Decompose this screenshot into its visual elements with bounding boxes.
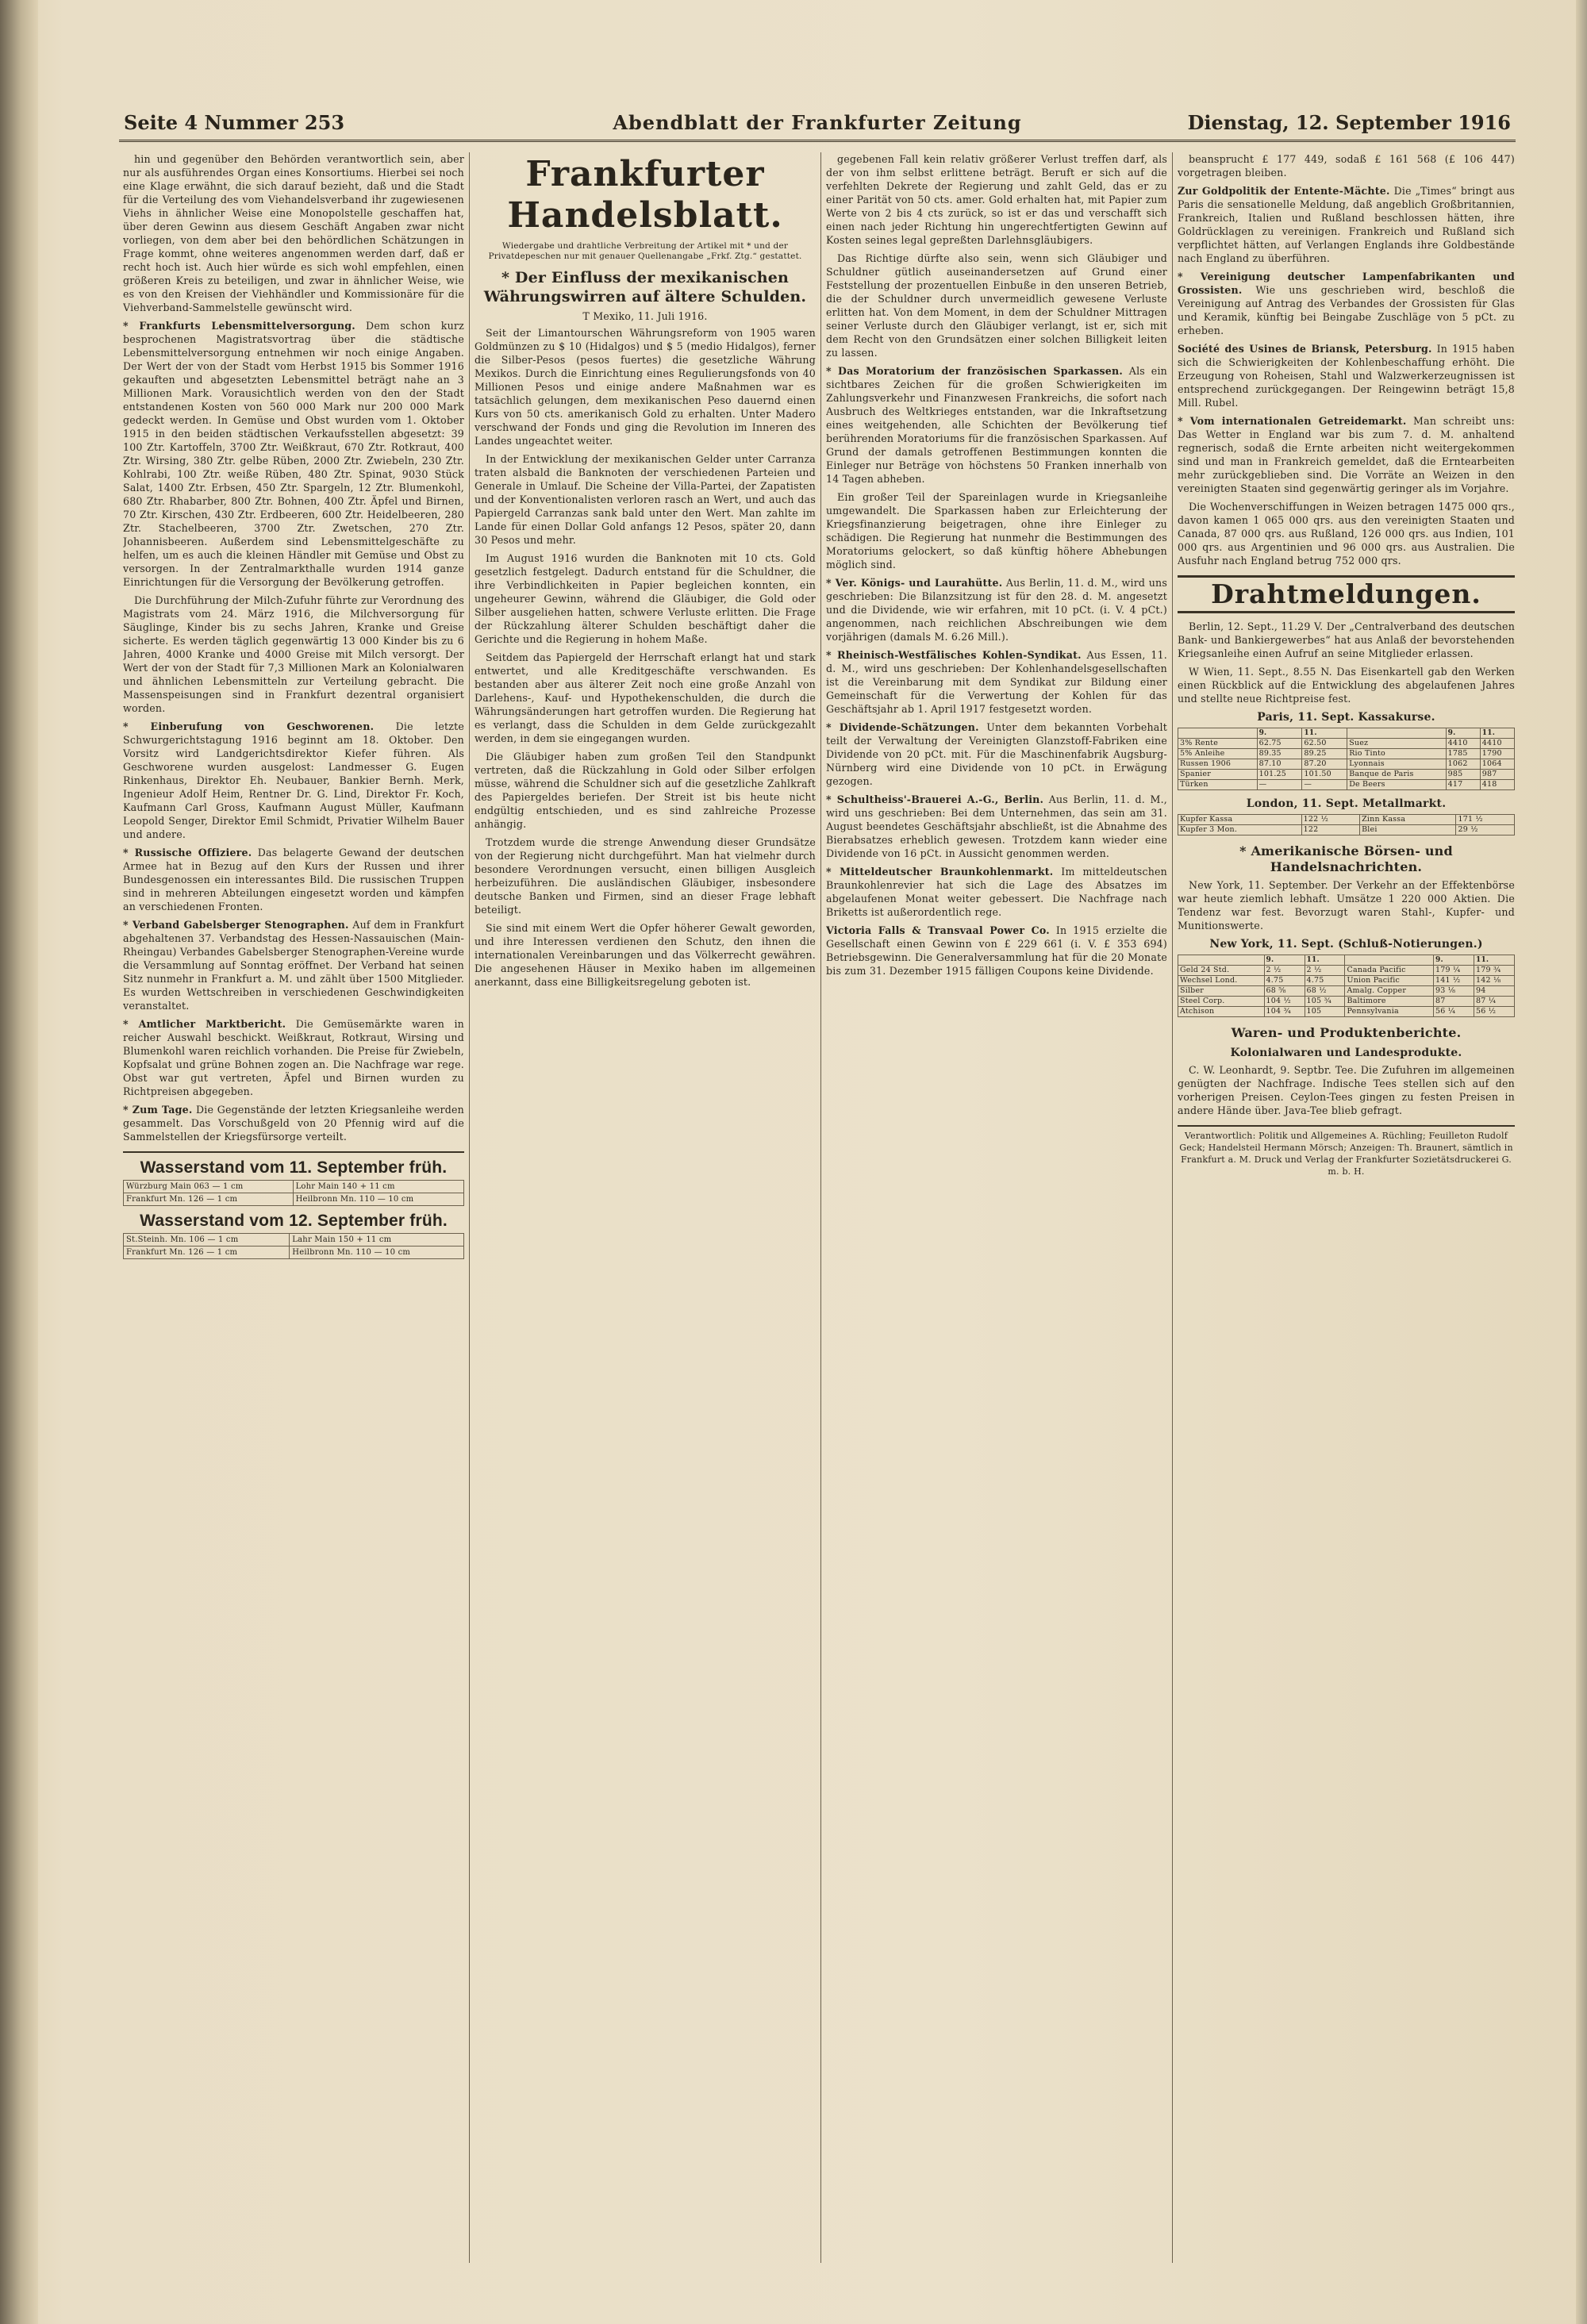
table-cell: 4.75 <box>1305 976 1345 986</box>
table-header: 9. <box>1264 955 1305 966</box>
table-cell: 56 ¼ <box>1434 1007 1474 1017</box>
news-item-headline: * Russische Offiziere. <box>123 847 252 859</box>
table-cell: 87.20 <box>1302 759 1347 770</box>
news-item-body: Man schreibt uns: Das Wetter in England war bis zum 7. d. M. anhaltend regnerisch, sodaß die Ernte arbeiten nicht weitergekommen sind und man in Frankreich gemeldet, daß die Erntearbeiten mehr zurückgeblieben sind. Die Vorräte an Weizen in den vereinigten Staaten sind gegenwärtig geringer als im Vorjahre. <box>1178 415 1515 494</box>
table-cell: — <box>1302 780 1347 790</box>
article-text: In der Entwicklung der mexikanischen Gelder unter Carranza traten alsbald die Banknoten der verschiedenen Parteien und Generale in Umlauf. Die Scheine der Villa-Partei, der Zapatisten und der Konventionalisten verloren rasch an Wert, und auch das Papiergeld Carranzas sank bald unter den Wert. Man zahlte im Lande für einen Dollar Gold anfangs 12 Pesos, später 20, dann 30 Pesos und mehr. <box>475 453 816 546</box>
page-number: Seite 4 Nummer 253 <box>124 111 345 134</box>
article-text: Das Richtige dürfte also sein, wenn sich Gläubiger und Schuldner gütlich auseinandersetzen auf Grund einer Feststellung der prozentuellen Einbuße in den unseren Betrieb, die der Schuldner durch unvermeidlich gewesene Verluste erlitten hat. Von dem Moment, in dem der Schuldner Mittragen seiner Verluste durch den Gläubiger verlangt, ist er, sich mit dem Recht von den Grundsätzen einer solchen Billigkeit leiten zu lassen. <box>826 252 1167 359</box>
news-item-headline: * Einberufung von Geschworenen. <box>123 720 375 732</box>
table-cell: 179 ¾ <box>1474 966 1515 976</box>
news-item-headline: * Vom internationalen Getreidemarkt. <box>1178 415 1407 427</box>
table-cell: 987 <box>1480 770 1514 780</box>
table-cell: 4.75 <box>1264 976 1305 986</box>
news-item-body: Das belagerte Gewand der deutschen Armee hat in Bezug auf den Kurs der Russen und ihrer Bundesgenossen ein interessantes Bild. Die russischen Truppen sind in mehreren Abteilungen eingesetzt worden und kämpfen an verschiedenen Fronten. <box>123 847 464 912</box>
news-item <box>123 720 464 841</box>
article-text: gegebenen Fall kein relativ größerer Verlust treffen darf, als der von ihm selbst erlittene beträgt. Beruft er sich auf die verfehlten Dekrete der Regierung und zahlt Geld, das er zu einer Parität von 50 cts. amer. Gold erhalten hat, mit Papier zum Werte von 2 bis 4 cts zurück, so ist er das und verschafft sich einen nach jeder Richtung hin ungerechtfertigten Gewinn auf Kosten seines legal gepreßten Darlehnsgläubigers. <box>826 153 1167 246</box>
table-cell: 141 ½ <box>1434 976 1474 986</box>
table-cell: 87 ¼ <box>1474 997 1515 1007</box>
table-cell: 62.50 <box>1302 739 1347 749</box>
water-level-cell: Lohr Main 140 + 11 cm <box>293 1181 463 1193</box>
table-cell: 1790 <box>1480 749 1514 759</box>
table-row <box>1178 815 1515 825</box>
article-dateline: T Mexiko, 11. Juli 1916. <box>582 310 708 322</box>
telegrams-heading: Drahtmeldungen. <box>1178 575 1515 613</box>
table-cell: 1064 <box>1480 759 1514 770</box>
news-item <box>826 364 1167 486</box>
water-level-cell: Heilbronn Mn. 110 — 10 cm <box>290 1247 464 1259</box>
news-item-body: Aus Berlin, 11. d. M., wird uns geschrieben: Bei dem Unternehmen, das sein am 31. August beendetes Geschäftsjahr abschließt, ist die Abnahme des Bierabsatzes erheblich gewesen. Trotzdem kann wieder eine Dividende von 16 pCt. in Aussicht genommen werden. <box>826 793 1167 859</box>
news-item-headline: * Mitteldeutscher Braunkohlenmarkt. <box>826 866 1054 878</box>
table-cell: Pennsylvania <box>1345 1007 1434 1017</box>
table-cell: Baltimore <box>1345 997 1434 1007</box>
table-row <box>1178 1007 1515 1017</box>
news-item-headline: * Frankfurts Lebensmittelversorgung. <box>123 320 355 332</box>
news-item-body: Unter dem bekannten Vorbehalt teilt der Verwaltung der Vereinigten Glanzstoff-Fabriken eine Dividende von 20 pCt. mit. Für die Maschinenfabrik Augsburg-Nürnberg wird eine Dividende von 10 pCt. in Erwägung gezogen. <box>826 721 1167 787</box>
news-item-headline: * Amtlicher Marktbericht. <box>123 1018 286 1030</box>
news-item-body: Als ein sichtbares Zeichen für die großen Schwierigkeiten im Zahlungsverkehr und Finanzwesen Frankreichs, die sofort nach Ausbruch des Weltkrieges entstanden, war die Inkraftsetzung eines weitgehenden, alle Schichten der Bevölkerung tief berührenden Moratoriums für die französischen Sparkassen. Auf Grund der damals getroffenen Bestimmungen konnten die Einleger nur Beträge von höchstens 50 Franken innerhalb von 14 Tagen abheben. <box>826 365 1167 485</box>
news-item-body: Im mitteldeutschen Braunkohlenrevier hat sich die Lage des Absatzes im abgelaufenen Monat weiter gebessert. Die Nachfrage nach Briketts ist außerordentlich rege. <box>826 866 1167 918</box>
section-masthead: Frankfurter Handelsblatt. <box>507 154 783 236</box>
news-item <box>1178 342 1515 409</box>
news-item-headline: * Dividende-Schätzungen. <box>826 721 979 733</box>
table-cell: Canada Pacific <box>1345 966 1434 976</box>
column-4 <box>1178 152 1515 2279</box>
news-item-body: Die Gegenstände der letzten Kriegsanleihe werden gesammelt. Das Vorschußgeld von 20 Pfennig wird auf die Sammelstellen der Kriegsfürsorge verteilt. <box>123 1104 464 1143</box>
column-rule <box>469 152 470 2263</box>
water-level-title: Wasserstand vom 12. September früh. <box>140 1212 448 1230</box>
table-cell: Geld 24 Std. <box>1178 966 1265 976</box>
table-cell: 89.25 <box>1302 749 1347 759</box>
news-item-body: Auf dem in Frankfurt abgehaltenen 37. Verbandstag des Hessen-Nassauischen (Main-Rheingau) Verbandes Gabelsberger Stenographen-Vereine wurde die Versammlung auf Sonntag eröffnet. Der Verband hat seinen Sitz nunmehr in Frankfurt a. M. und zählt über 1500 Mitglieder. Es wurden Wettschreiben in verschiedenen Geschwindigkeiten veranstaltet. <box>123 919 464 1012</box>
table-cell: Kupfer Kassa <box>1178 815 1302 825</box>
table-cell: Suez <box>1347 739 1446 749</box>
table-row <box>1178 825 1515 835</box>
news-item-body: Aus Essen, 11. d. M., wird uns geschrieben: Der Kohlenhandelsgesellschaften ist die Vereinbarung mit dem Syndikat zur Bildung einer Gemeinschaft für die Verwertung der Kohlen für das Geschäftsjahr ab 1. April 1917 festgesetzt worden. <box>826 649 1167 715</box>
table-row <box>1178 986 1515 997</box>
news-item-headline: * Das Moratorium der französischen Sparkassen. <box>826 365 1123 377</box>
news-item-headline: * Vereinigung deutscher Lampenfabrikanten und Grossisten. <box>1178 271 1515 296</box>
table-header <box>1178 955 1265 966</box>
news-item-body: In 1915 erzielte die Gesellschaft einen Gewinn von £ 229 661 (i. V. £ 353 694) Betriebsgewinn. Die Generalversammlung hat für die 20 Monate bis zum 31. Dezember 1915 fälligen Coupons keine Dividende. <box>826 924 1167 977</box>
table-header: 9. <box>1257 728 1302 739</box>
table-cell: 2 ½ <box>1305 966 1345 976</box>
table-header: 9. <box>1434 955 1474 966</box>
news-item-body: Die Gemüsemärkte waren in reicher Auswahl beschickt. Weißkraut, Rotkraut, Wirsing und Blumenkohl waren reichlich vorhanden. Die Preise für Zwiebeln, Kopfsalat und grüne Bohnen zogen an. Die Nachfrage war rege. Obst war gut vertreten, Äpfel und Birnen wurden zu Richtpreisen abgegeben. <box>123 1018 464 1097</box>
news-item-headline: * Rheinisch-Westfälisches Kohlen-Syndikat. <box>826 649 1082 661</box>
table-row <box>1178 966 1515 976</box>
news-item-body: Aus Berlin, 11. d. M., wird uns geschrieben: Die Bilanzsitzung ist für den 28. d. M. angesetzt und die Dividende, wie wir erfahren, mit 10 pCt. (i. V. 4 pCt.) angenommen, nach reichlichen Abschreibungen wie dem vorjährigen (damals M. 6.26 Mill.). <box>826 577 1167 643</box>
water-level-title: Wasserstand vom 11. September früh. <box>140 1158 448 1177</box>
article-text: New York, 11. September. Der Verkehr an der Effektenbörse war heute ziemlich lebhaft. Umsätze 1 220 000 Aktien. Die Tendenz war fest. Bevorzugt waren Stahl-, Kupfer- und Munitionswerte. <box>1178 879 1515 932</box>
news-item-headline: * Zum Tage. <box>123 1104 193 1116</box>
news-item-headline: Zur Goldpolitik der Entente-Mächte. <box>1178 185 1390 197</box>
table-header: 9. <box>1446 728 1480 739</box>
table-cell: Atchison <box>1178 1007 1265 1017</box>
new-york-heading: New York, 11. Sept. (Schluß-Notierungen.) <box>1209 938 1483 951</box>
table-cell: 89.35 <box>1257 749 1302 759</box>
news-item-body: Die letzte Schwurgerichtstagung 1916 beginnt am 18. Oktober. Den Vorsitz wird Landgerichtsdirektor Kiefer führen. Als Geschworene wurden ausgelost: Landmesser G. Eugen Rinkenhaus, Direktor Eh. Neubauer, Bankier Bernh. Merk, Ingenieur Adolf Heim, Rentner Dr. G. Lind, Direktor Fr. Koch, Kaufmann Carl Gross, Kaufmann August Müller, Kaufmann Leopold Senger, Direktor Emil Schmidt, Privatier Wilhelm Bauer und andere. <box>123 720 464 840</box>
article-text: C. W. Leonhardt, 9. Septbr. Tee. Die Zufuhren im allgemeinen genügten der Nachfrage. Indische Tees stellen sich auf den vorherigen Preisen. Ceylon-Tees gingen zu festen Preisen in andere Hände über. Java-Tee blieb gefragt. <box>1178 1064 1515 1116</box>
publisher-imprint: Verantwortlich: Politik und Allgemeines A. Rüchling; Feuilleton Rudolf Geck; Handelsteil Hermann Mörsch; Anzeigen: Th. Braunert, sämtlich in Frankfurt a. M. Druck und Verlag der Frankfurter Sozietätsdruckerei G. m. b. H. <box>1178 1125 1515 1177</box>
table-cell: 3% Rente <box>1178 739 1258 749</box>
water-level-box <box>123 1151 464 1259</box>
table-cell: Silber <box>1178 986 1265 997</box>
newspaper-title: Abendblatt der Frankfurter Zeitung <box>613 111 1022 134</box>
london-metal-heading: London, 11. Sept. Metallmarkt. <box>1246 797 1447 810</box>
table-cell: 104 ¾ <box>1264 1007 1305 1017</box>
column-rule <box>1172 152 1173 2263</box>
news-item <box>826 793 1167 860</box>
news-item <box>123 1103 464 1143</box>
table-cell: Kupfer 3 Mon. <box>1178 825 1302 835</box>
article-text: Seit der Limantourschen Währungsreform von 1905 waren Goldmünzen zu $ 10 (Hidalgos) und $ 5 (medio Hidalgos), ferner die Silber-Pesos (pesos fuertes) die gesetzliche Währung Mexikos. Durch die Einrichtung eines Regulierungsfonds von 40 Millionen Pesos und einige andere Maßnahmen war es tatsächlich gelungen, dem mexikanischen Peso dauernd einen Kurs von 50 cts. amerikanisch Gold zu erhalten. Unter Madero verschwand der Fonds und ging die Revolution im Inneren des Landes ungeachtet weiter. <box>475 327 816 447</box>
article-text: Die Wochenverschiffungen in Weizen betragen 1475 000 qrs., davon kamen 1 065 000 qrs. aus den vereinigten Staaten und Canada, 87 000 qrs. aus Rußland, 126 000 qrs. aus Indien, 101 000 qrs. aus Argentinien und 96 000 qrs. aus Australien. Die Ausfuhr nach England betrug 752 000 qrs. <box>1178 501 1515 567</box>
table-header: 11. <box>1302 728 1347 739</box>
column-3 <box>826 152 1167 2279</box>
water-level-cell: St.Steinh. Mn. 106 — 1 cm <box>124 1234 290 1247</box>
article-text: Im August 1916 wurden die Banknoten mit 10 cts. Gold gesetzlich festgelegt. Dadurch entstand für die Schuldner, die ihre Verbindlichkeiten in Papier begleichen konnten, ein ungeheurer Gewinn, während die Gläubiger, die Gold oder Silber ausgeliehen hatten, schwere Verluste erlitten. Die Frage der Rückzahlung älterer Schulden beschäftigt daher die Gerichte und die Regierung in hohem Maße. <box>475 552 816 645</box>
news-item <box>826 648 1167 716</box>
article-text: Sie sind mit einem Wert die Opfer höherer Gewalt geworden, und ihre Interessen verdienen den Schutz, den ihnen die internationalen Vereinbarungen und das Völkerrecht gewähren. Die angesehenen Häuser in Mexiko haben im allgemeinen anerkannt, dass eine Billigkeitsregelung geboten ist. <box>475 922 816 988</box>
article-text: Die Gläubiger haben zum großen Teil den Standpunkt vertreten, daß die Rückzahlung in Gold oder Silber erfolgen müsse, während die Schuldner sich auf die gesetzliche Zahlkraft des Papiergeldes beriefen. Der Streit ist bis heute nicht endgültig entschieden, und es sind zahlreiche Prozesse anhängig. <box>475 751 816 830</box>
news-item-body: Wie uns geschrieben wird, beschloß die Vereinigung auf Antrag des Verbandes der Grossisten für Glas und Keramik, künftig bei Beingabe Zuschläge von 5 pCt. zu erheben. <box>1178 284 1515 336</box>
news-item-headline: * Ver. Königs- und Laurahütte. <box>826 577 1003 589</box>
table-cell: 171 ½ <box>1456 815 1515 825</box>
column-2 <box>475 152 816 2279</box>
table-cell: Rio Tinto <box>1347 749 1446 759</box>
column-rule <box>820 152 821 2263</box>
table-cell: Lyonnais <box>1347 759 1446 770</box>
american-news-heading: * Amerikanische Börsen- und Handelsnachrichten. <box>1239 843 1453 874</box>
table-cell: 2 ½ <box>1264 966 1305 976</box>
table-row <box>1178 739 1515 749</box>
news-item-headline: Victoria Falls & Transvaal Power Co. <box>826 924 1050 936</box>
new-york-table <box>1178 955 1515 1017</box>
table-cell: 142 ⅛ <box>1474 976 1515 986</box>
table-cell: Blei <box>1360 825 1456 835</box>
london-metal-table <box>1178 814 1515 835</box>
news-item <box>826 576 1167 643</box>
table-cell: 4410 <box>1480 739 1514 749</box>
news-item-headline: * Schultheiss'-Brauerei A.-G., Berlin. <box>826 793 1044 805</box>
table-cell: Wechsel Lond. <box>1178 976 1265 986</box>
article-text: Seitdem das Papiergeld der Herrschaft erlangt hat und stark entwertet, und alle Kreditgeschäfte verschwanden. Es bestanden aber aus älterer Zeit noch eine große Anzahl von Darlehens-, Kauf- und Hypothekenschulden, die durch die Währungsänderungen hart getroffen wurden. Die Regierung hat es verlangt, dass die Schulden in dem Gelde zurückgezahlt werden, in dem sie eingegangen wurden. <box>475 651 816 744</box>
water-level-cell: Lahr Main 150 + 11 cm <box>290 1234 464 1247</box>
colonial-goods-heading: Kolonialwaren und Landesprodukte. <box>1230 1047 1462 1059</box>
news-item <box>1178 270 1515 337</box>
reprint-notice: Wiedergabe und drahtliche Verbreitung der Artikel mit * und der Privatdepeschen nur mit genauer Quellenangabe „Frkf. Ztg.“ gestattet. <box>488 241 802 261</box>
table-cell: Union Pacific <box>1345 976 1434 986</box>
commodity-reports-heading: Waren- und Produktenberichte. <box>1231 1025 1462 1040</box>
table-row <box>1178 976 1515 986</box>
table-header: 11. <box>1474 955 1515 966</box>
news-item <box>1178 414 1515 495</box>
table-header: 11. <box>1480 728 1514 739</box>
table-cell: Banque de Paris <box>1347 770 1446 780</box>
table-cell: 101.50 <box>1302 770 1347 780</box>
article-headline: * Der Einfluss der mexikanischen Währungswirren auf ältere Schulden. <box>483 269 807 305</box>
table-cell: 4410 <box>1446 739 1480 749</box>
table-cell: 985 <box>1446 770 1480 780</box>
article-text: hin und gegenüber den Behörden verantwortlich sein, aber nur als ausführendes Organ eines Konsortiums. Hierbei sei noch eine Klage erwähnt, die sich darauf bezieht, daß und die Stadt für die Verteilung des vom Viehandelsverband ihr zugewiesenen Viehs in ähnlicher Weise eine Monopolstelle geschaffen hat, über deren Gewinn aus diesem Geschäft Angaben zwar nicht vorliegen, von dem aber bei den behördlichen Schätzungen in Frage kommt, ohne weiteres angenommen werden darf, daß er recht hoch ist. Auch hier würde es sich wohl empfehlen, einen größeren Kreis zu beteiligen, und zwar in ähnlicher Weise, wie es von den Kreisen der Viehhändler und Kommissionäre für die Viehverband-Sammelstelle gewünscht wird. <box>123 153 464 313</box>
news-item <box>123 319 464 589</box>
water-level-cell: Frankfurt Mn. 126 — 1 cm <box>124 1193 294 1206</box>
table-cell: 418 <box>1480 780 1514 790</box>
page-edge <box>1576 0 1587 2324</box>
article-text: Die Durchführung der Milch-Zufuhr führte zur Verordnung des Magistrats vom 24. März 1916, die Milchversorgung für Säuglinge, Kinder bis zu sechs Jahren, Kranke und Greise sicherte. Es werden täglich gegenwärtig 13 000 Kinder bis zu 6 Jahren, 4000 Kranke und 4000 Greise mit Milch versorgt. Der Wert der von der Stadt für 7,3 Millionen Mark an Kolonialwaren und ähnlichen Lebensmitteln zur Verteilung gebracht. Die Massenspeisungen sind in Frankfurt dezentral organisiert worden. <box>123 594 464 714</box>
page-header <box>119 111 1516 142</box>
telegram-item: W Wien, 11. Sept., 8.55 N. Das Eisenkartell gab den Werken einen Rückblick auf die Entwicklung des abgelaufenen Jahres und stellte neue Richtpreise fest. <box>1178 666 1515 705</box>
table-cell: 1062 <box>1446 759 1480 770</box>
table-header: 11. <box>1305 955 1345 966</box>
news-item <box>826 720 1167 788</box>
table-cell: 94 <box>1474 986 1515 997</box>
news-item-body: Die „Times“ bringt aus Paris die sensationelle Meldung, daß angeblich Großbritannien, Frankreich, Italien und Rußland beschlossen hätten, ihre Goldrücklagen zu vereinigen. Frankreich und Rußland sich verpflichtet hätten, auf Verlangen Englands ihre Goldbestände nach England zu überführen. <box>1178 185 1515 264</box>
news-item-headline: Société des Usines de Briansk, Petersburg. <box>1178 343 1432 355</box>
table-cell: 1785 <box>1446 749 1480 759</box>
telegram-item: Berlin, 12. Sept., 11.29 V. Der „Centralverband des deutschen Bank- und Bankiergewerbes“ hat aus Anlaß der bevorstehenden Kriegsanleihe einen Aufruf an seine Mitglieder erlassen. <box>1178 620 1515 659</box>
water-level-table <box>123 1180 464 1206</box>
table-row <box>1178 780 1515 790</box>
table-cell: Russen 1906 <box>1178 759 1258 770</box>
news-item <box>123 846 464 913</box>
table-header <box>1345 955 1434 966</box>
article-text: beansprucht £ 177 449, sodaß £ 161 568 (£ 106 447) vorgetragen bleiben. <box>1178 153 1515 179</box>
table-row <box>1178 770 1515 780</box>
water-level-cell: Würzburg Main 063 — 1 cm <box>124 1181 294 1193</box>
table-cell: 87.10 <box>1257 759 1302 770</box>
table-cell: 104 ½ <box>1264 997 1305 1007</box>
news-item <box>826 865 1167 919</box>
column-1 <box>123 152 464 2279</box>
table-cell: 122 ½ <box>1301 815 1359 825</box>
paris-exchange-heading: Paris, 11. Sept. Kassakurse. <box>1257 711 1435 724</box>
water-level-cell: Frankfurt Mn. 126 — 1 cm <box>124 1247 290 1259</box>
table-cell: — <box>1257 780 1302 790</box>
table-cell: Zinn Kassa <box>1360 815 1456 825</box>
table-cell: De Beers <box>1347 780 1446 790</box>
table-header <box>1347 728 1446 739</box>
news-item-headline: * Verband Gabelsberger Stenographen. <box>123 919 349 931</box>
table-cell: 417 <box>1446 780 1480 790</box>
news-item <box>123 918 464 1012</box>
water-level-table <box>123 1233 464 1259</box>
table-cell: 93 ⅛ <box>1434 986 1474 997</box>
table-cell: Steel Corp. <box>1178 997 1265 1007</box>
news-item-body: In 1915 haben sich die Schwierigkeiten der Kohlenbeschaffung erhöht. Die Erzeugung von Roheisen, Stahl und Walzwerkerzeugnissen ist entsprechend zurückgegangen. Der Reingewinn beträgt 15,8 Mill. Rubel. <box>1178 343 1515 409</box>
article-text: Trotzdem wurde die strenge Anwendung dieser Grundsätze von der Regierung nicht durchgeführt. Man hat vielmehr durch besondere Verordnungen versucht, einen billigen Ausgleich herbeizuführen. Die ausländischen Gläubiger, insbesondere deutsche Banken und Firmen, sind an dieser Frage lebhaft beteiligt. <box>475 836 816 916</box>
article-text: Ein großer Teil der Spareinlagen wurde in Kriegsanleihe umgewandelt. Die Sparkassen haben zur Erleichterung der Kriegsfinanzierung beigetragen, ohne ihre Einleger zu schädigen. Die Regierung hat nunmehr die Bestimmungen des Moratoriums gelockert, so daß künftig höhere Abhebungen möglich sind. <box>826 491 1167 570</box>
binding-spine <box>0 0 38 2324</box>
table-row <box>1178 759 1515 770</box>
paris-exchange-table <box>1178 728 1515 790</box>
table-cell: 105 ¾ <box>1305 997 1345 1007</box>
table-cell: 101.25 <box>1257 770 1302 780</box>
table-row <box>1178 749 1515 759</box>
news-item <box>123 1017 464 1098</box>
table-cell: 68 ½ <box>1305 986 1345 997</box>
table-cell: Amalg. Copper <box>1345 986 1434 997</box>
table-header <box>1178 728 1258 739</box>
table-cell: 29 ½ <box>1456 825 1515 835</box>
table-cell: Spanier <box>1178 770 1258 780</box>
news-item <box>826 924 1167 978</box>
table-cell: 105 <box>1305 1007 1345 1017</box>
table-cell: 179 ¼ <box>1434 966 1474 976</box>
news-item <box>1178 184 1515 265</box>
table-cell: 5% Anleihe <box>1178 749 1258 759</box>
table-cell: 62.75 <box>1257 739 1302 749</box>
issue-date: Dienstag, 12. September 1916 <box>1187 111 1511 134</box>
table-cell: 87 <box>1434 997 1474 1007</box>
news-item-body: Dem schon kurz besprochenen Magistratsvortrag über die städtische Lebensmittelversorgung entnehmen wir noch einige Angaben. Der Wert der von der Stadt vom Herbst 1915 bis Sommer 1916 gekauften und abgesetzten Lebensmittel beträgt nahe an 3 Millionen Mark. Vorausichtlich werden von den der Stadt entstandenen Kosten von 560 000 Mark nur 200 000 Mark gedeckt werden. In Gemüse und Obst wurden vom 1. Oktober 1915 in den beiden städtischen Verkaufsstellen abgesetzt: 39 100 Ztr. Kartoffeln, 3700 Ztr. Weißkraut, 670 Ztr. Rotkraut, 400 Ztr. Wirsing, 380 Ztr. gelbe Rüben, 2000 Ztr. Zwiebeln, 230 Ztr. Kohlrabi, 100 Ztr. weiße Rüben, 480 Ztr. Spinat, 9030 Stück Salat, 1400 Ztr. Erbsen, 450 Ztr. Spargeln, 12 Ztr. Blumenkohl, 680 Ztr. Rhabarber, 800 Ztr. Bohnen, 400 Ztr. Äpfel und Birnen, 70 Ztr. Kirschen, 430 Ztr. Erdbeeren, 600 Ztr. Heidelbeeren, 280 Ztr. Stachelbeeren, 3700 Ztr. Zwetschen, 270 Ztr. Johannisbeeren. Außerdem sind Lebensmittelgeschäfte zu helfen, um es auch die kleinen Händler mit Gemüse und Obst zu versorgen. In der Zentralmarkthalle wurden 1914 ganze Einrichtungen für die Versorgung der Bevölkerung getroffen. <box>123 320 464 588</box>
table-row <box>1178 997 1515 1007</box>
table-cell: 56 ½ <box>1474 1007 1515 1017</box>
water-level-cell: Heilbronn Mn. 110 — 10 cm <box>293 1193 463 1206</box>
table-cell: 68 ⅝ <box>1264 986 1305 997</box>
table-cell: Türken <box>1178 780 1258 790</box>
table-cell: 122 <box>1301 825 1359 835</box>
